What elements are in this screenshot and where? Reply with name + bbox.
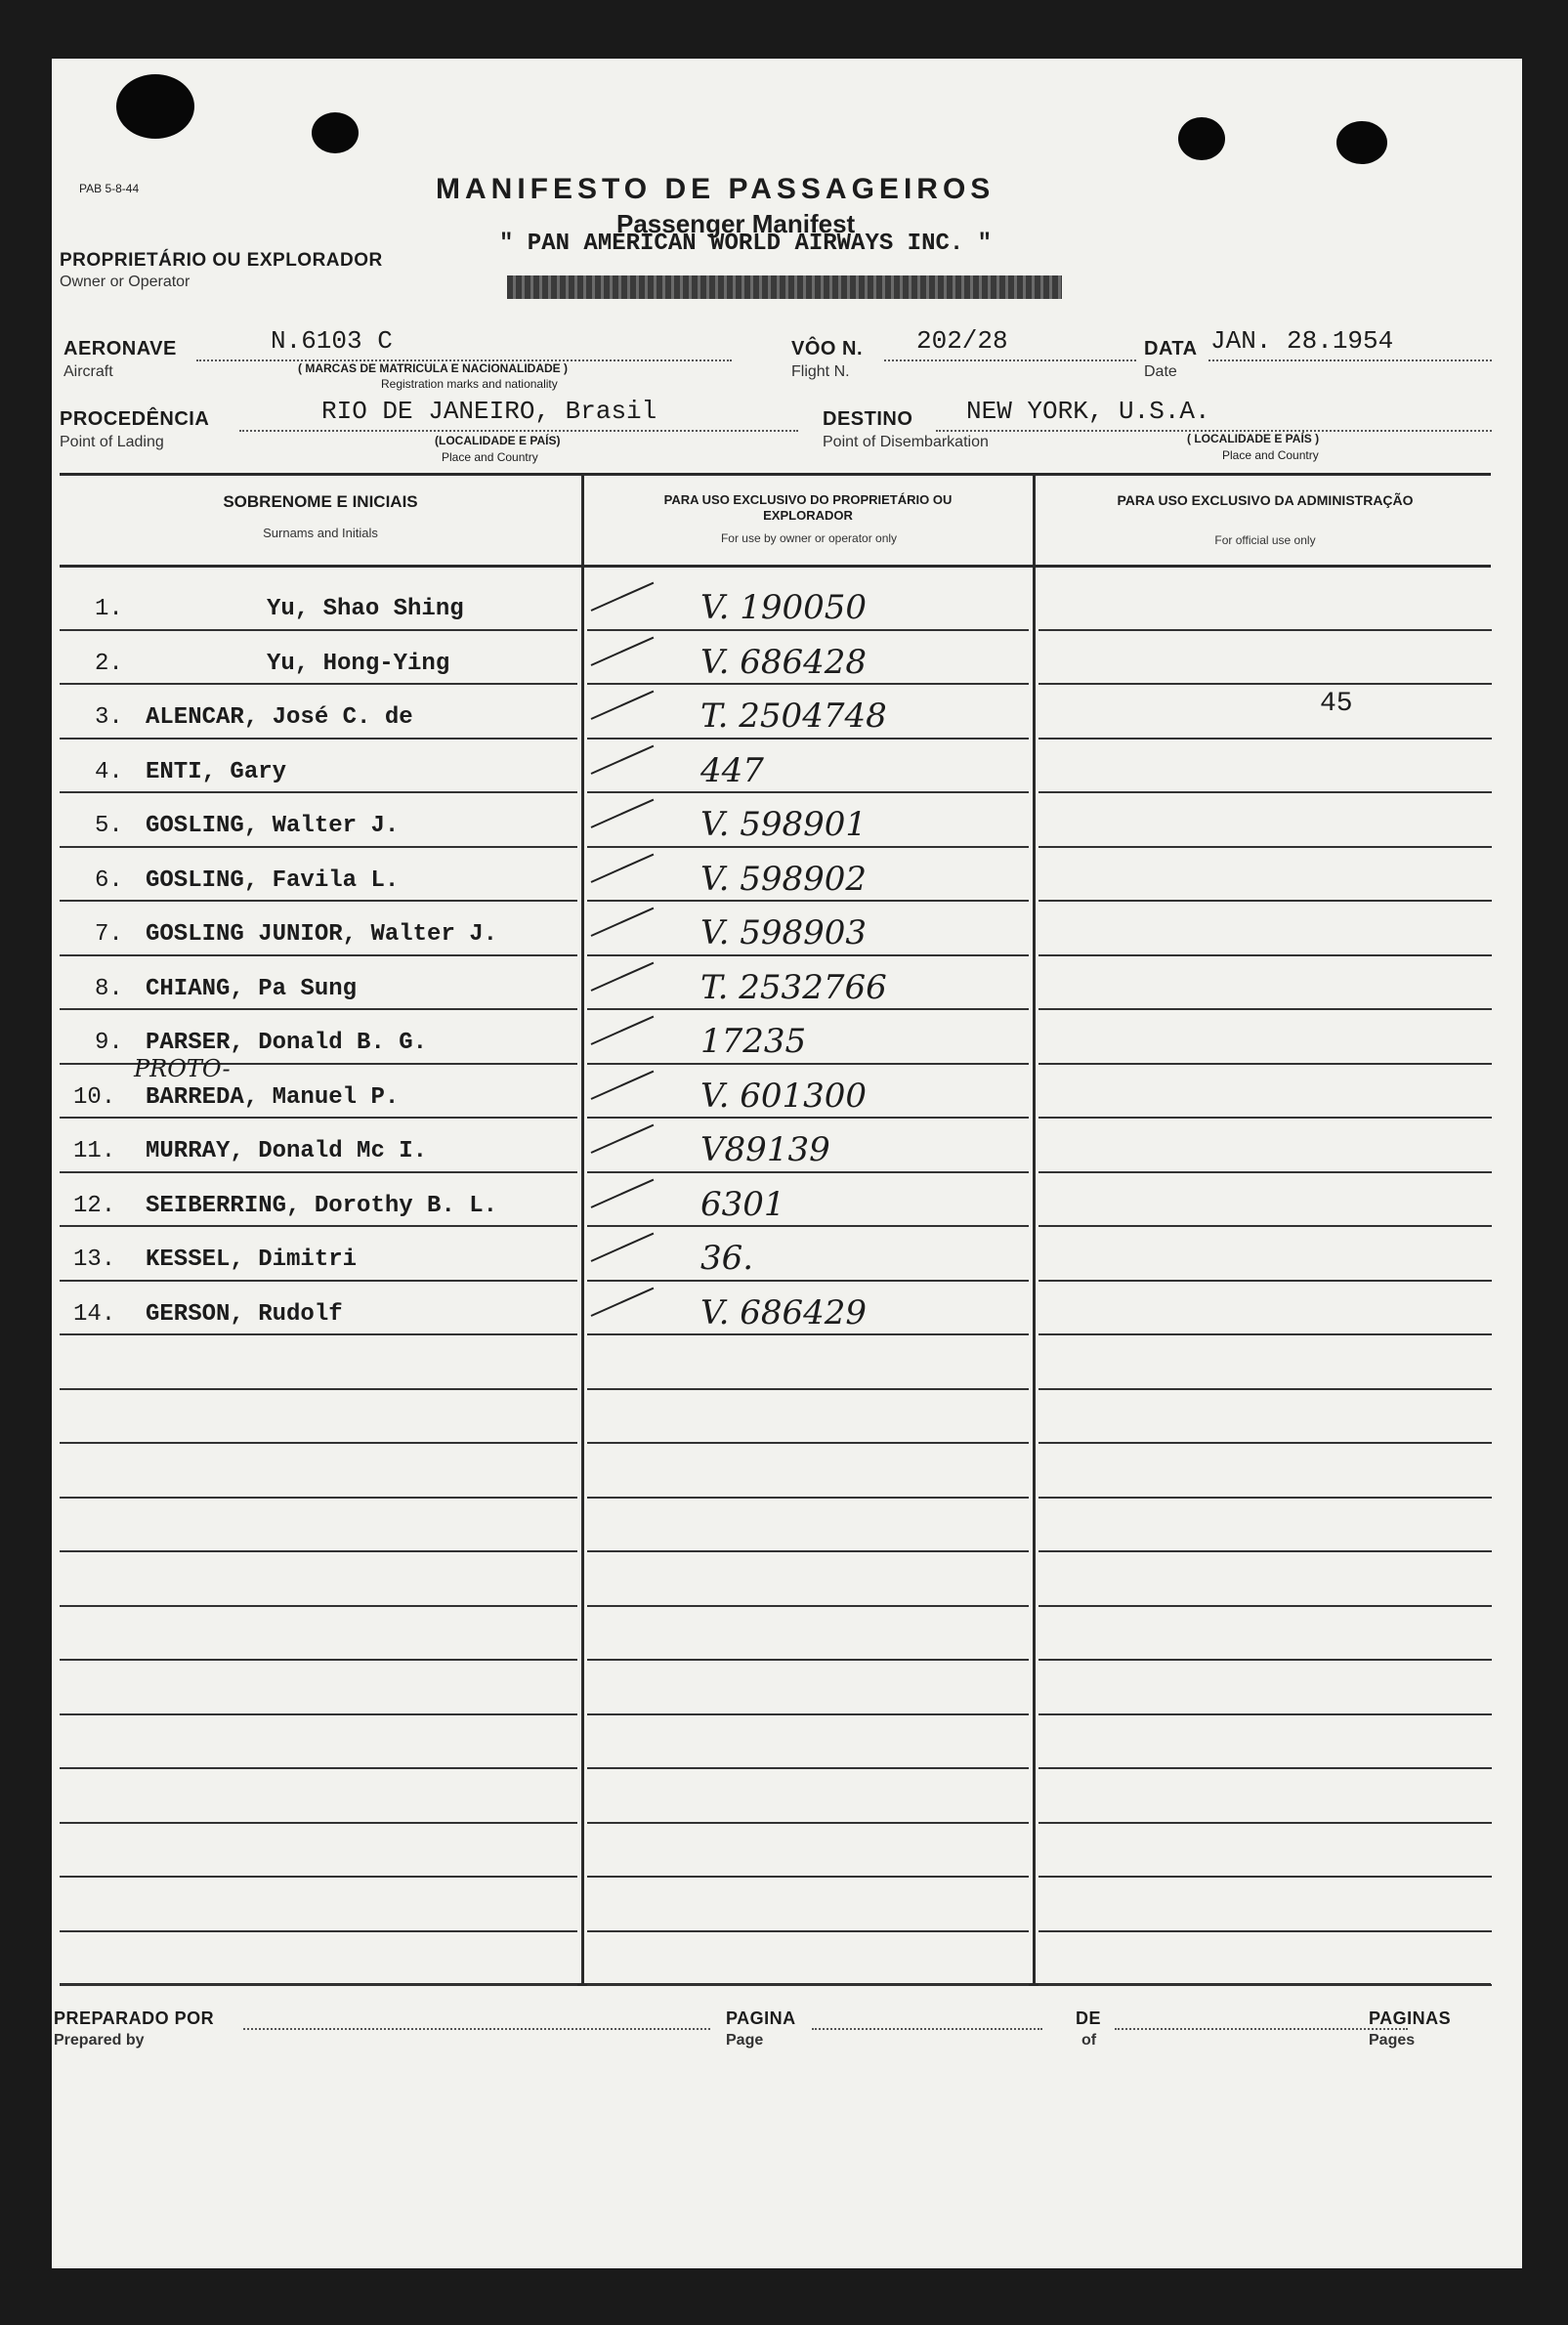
row-divider: [60, 1171, 577, 1173]
flight-label: VÔO N.: [791, 338, 864, 359]
passenger-name: GOSLING, Walter J.: [146, 813, 400, 839]
owner-label: PROPRIETÁRIO OU EXPLORADOR: [60, 250, 383, 271]
passenger-number: 5.: [95, 813, 123, 839]
row-divider: [587, 1767, 1029, 1769]
origin-label: PROCEDÊNCIA: [60, 408, 210, 430]
page-line: [812, 2028, 1042, 2030]
prepared-label-en: Prepared by: [54, 2032, 145, 2049]
row-divider: [60, 791, 577, 793]
row-divider: [60, 1550, 577, 1552]
row-divider: [60, 1713, 577, 1715]
check-mark: [591, 691, 655, 720]
check-mark: [591, 1178, 655, 1207]
row-divider: [1038, 1984, 1492, 1986]
prepared-line: [243, 2028, 710, 2030]
check-mark: [591, 908, 655, 937]
row-divider: [60, 1876, 577, 1878]
owner-code: V. 598902: [700, 859, 868, 899]
row-divider: [587, 1333, 1029, 1335]
owner-code: V89139: [700, 1130, 830, 1169]
admin-note: 45: [1320, 689, 1353, 719]
row-divider: [587, 1117, 1029, 1119]
check-mark: [591, 636, 655, 665]
row-divider: [587, 1822, 1029, 1824]
owner-code: 447: [700, 750, 764, 790]
row-divider: [1038, 791, 1492, 793]
row-divider: [60, 1280, 577, 1282]
row-divider: [1038, 846, 1492, 848]
row-divider: [587, 1388, 1029, 1390]
row-divider: [1038, 1008, 1492, 1010]
check-mark: [591, 1016, 655, 1045]
passenger-number: 6.: [95, 867, 123, 894]
company-name: " PAN AMERICAN WORLD AIRWAYS INC. ": [499, 231, 993, 257]
pages-label: PAGINAS: [1369, 2008, 1452, 2028]
origin-caption-en: Place and Country: [442, 450, 538, 464]
table-top-line: [60, 473, 1491, 476]
row-divider: [1038, 1442, 1492, 1444]
origin-line: [239, 430, 798, 432]
check-mark: [591, 799, 655, 828]
row-divider: [60, 629, 577, 631]
row-divider: [60, 1767, 577, 1769]
punch-hole: [116, 74, 194, 139]
row-divider: [1038, 900, 1492, 902]
passenger-name: SEIBERRING, Dorothy B. L.: [146, 1192, 498, 1219]
row-divider: [587, 954, 1029, 956]
row-divider: [587, 683, 1029, 685]
pages-line: [1115, 2028, 1408, 2030]
check-mark: [591, 1124, 655, 1154]
row-divider: [60, 1930, 577, 1932]
check-mark: [591, 582, 655, 612]
of-label: DE: [1076, 2008, 1102, 2028]
date-label-en: Date: [1144, 363, 1177, 380]
check-mark: [591, 744, 655, 774]
check-mark: [591, 1287, 655, 1316]
row-divider: [1038, 1550, 1492, 1552]
page-label-en: Page: [726, 2032, 764, 2049]
row-divider: [587, 629, 1029, 631]
row-divider: [60, 1225, 577, 1227]
passenger-number: 14.: [73, 1300, 116, 1328]
page-title: MANIFESTO DE PASSAGEIROS: [436, 173, 996, 205]
passenger-name: KESSEL, Dimitri: [146, 1247, 358, 1273]
passenger-number: 3.: [95, 704, 123, 731]
passenger-name: GOSLING, Favila L.: [146, 867, 400, 894]
page-subtitle: Passenger Manifest: [616, 209, 856, 238]
row-divider: [60, 1605, 577, 1607]
passenger-name: BARREDA, Manuel P.: [146, 1083, 400, 1111]
row-divider: [1038, 1171, 1492, 1173]
row-divider: [60, 846, 577, 848]
row-divider: [1038, 1876, 1492, 1878]
aircraft-label: AERONAVE: [64, 338, 177, 359]
row-divider: [587, 738, 1029, 740]
table-header-bottom-line: [60, 565, 1491, 568]
row-divider: [1038, 1117, 1492, 1119]
passenger-number: 12.: [73, 1192, 116, 1219]
flight-value: 202/28: [916, 326, 1008, 356]
row-divider: [1038, 1822, 1492, 1824]
form-code: PAB 5-8-44: [79, 182, 140, 195]
owner-code: V. 598901: [700, 805, 868, 844]
row-divider: [587, 1984, 1029, 1986]
origin-value: RIO DE JANEIRO, Brasil: [321, 397, 657, 426]
row-divider: [60, 900, 577, 902]
row-divider: [60, 954, 577, 956]
row-divider: [1038, 1225, 1492, 1227]
column-header-names: SOBRENOME E INICIAIS: [223, 492, 418, 511]
row-divider: [587, 1550, 1029, 1552]
flight-label-en: Flight N.: [791, 363, 850, 380]
owner-code: V. 190050: [700, 588, 868, 627]
owner-code: V. 601300: [700, 1076, 868, 1116]
row-divider: [60, 683, 577, 685]
column-header-owner: PARA USO EXCLUSIVO DO PROPRIETÁRIO OU EXPLORADOR: [663, 492, 953, 523]
passenger-name: Yu, Hong-Ying: [267, 650, 450, 677]
passenger-name: Yu, Shao Shing: [267, 596, 464, 622]
row-divider: [1038, 1333, 1492, 1335]
owner-code: V. 686428: [700, 642, 868, 682]
date-line: [1208, 359, 1492, 361]
row-divider: [1038, 954, 1492, 956]
row-divider: [587, 1008, 1029, 1010]
passenger-name: GERSON, Rudolf: [146, 1300, 343, 1328]
row-divider: [60, 1388, 577, 1390]
passenger-number: 4.: [95, 758, 123, 785]
row-divider: [587, 1063, 1029, 1065]
row-divider: [587, 1497, 1029, 1499]
row-divider: [60, 738, 577, 740]
row-divider: [587, 846, 1029, 848]
owner-code: 36.: [700, 1239, 754, 1278]
passenger-number: 2.: [95, 650, 123, 677]
dest-value: NEW YORK, U.S.A.: [966, 397, 1210, 426]
date-label: DATA: [1144, 338, 1198, 359]
row-divider: [1038, 1280, 1492, 1282]
date-value: JAN. 28.1954: [1210, 326, 1394, 356]
check-mark: [591, 1233, 655, 1262]
row-divider: [1038, 1767, 1492, 1769]
passenger-name: CHIANG, Pa Sung: [146, 975, 358, 1002]
column-divider: [1033, 475, 1036, 1984]
passenger-number: 9.: [95, 1030, 123, 1056]
passenger-note: PROTO-: [134, 1054, 231, 1082]
row-divider: [587, 1930, 1029, 1932]
passenger-number: 1.: [95, 596, 123, 622]
punch-hole: [1336, 121, 1387, 164]
passenger-number: 7.: [95, 921, 123, 948]
row-divider: [60, 1442, 577, 1444]
passenger-name: ENTI, Gary: [146, 758, 287, 785]
owner-code: 6301: [700, 1184, 785, 1224]
passenger-number: 8.: [95, 975, 123, 1002]
punch-hole: [312, 112, 359, 153]
dest-caption: ( LOCALIDADE E PAÍS ): [1187, 432, 1320, 445]
dest-label-en: Point of Disembarkation: [823, 434, 989, 450]
row-divider: [587, 1171, 1029, 1173]
row-divider: [1038, 738, 1492, 740]
owner-code: V. 686429: [700, 1292, 868, 1332]
registration-caption: ( MARCAS DE MATRICULA E NACIONALIDADE ): [298, 361, 568, 375]
row-divider: [1038, 683, 1492, 685]
owner-label-en: Owner or Operator: [60, 274, 191, 290]
row-divider: [1038, 1659, 1492, 1661]
row-divider: [587, 1713, 1029, 1715]
dest-caption-en: Place and Country: [1222, 448, 1319, 462]
passenger-name: ALENCAR, José C. de: [146, 704, 413, 731]
column-header-owner-en: For use by owner or operator only: [720, 531, 898, 545]
row-divider: [60, 1117, 577, 1119]
aircraft-label-en: Aircraft: [64, 363, 113, 380]
prepared-label: PREPARADO POR: [54, 2008, 215, 2028]
row-divider: [1038, 1930, 1492, 1932]
row-divider: [1038, 1713, 1492, 1715]
column-header-admin-en: For official use only: [1214, 533, 1316, 547]
origin-label-en: Point of Lading: [60, 434, 164, 450]
column-divider: [581, 475, 584, 1984]
check-mark: [591, 853, 655, 882]
row-divider: [587, 900, 1029, 902]
page-label: PAGINA: [726, 2008, 796, 2028]
row-divider: [60, 1008, 577, 1010]
passenger-name: MURRAY, Donald Mc I.: [146, 1138, 428, 1164]
passenger-name: GOSLING JUNIOR, Walter J.: [146, 921, 498, 948]
row-divider: [60, 1822, 577, 1824]
dest-label: DESTINO: [823, 408, 913, 430]
row-divider: [587, 1225, 1029, 1227]
passenger-number: 11.: [73, 1138, 116, 1164]
column-header-names-en: Surnams and Initials: [263, 526, 378, 540]
aircraft-value: N.6103 C: [271, 326, 393, 356]
check-mark: [591, 1070, 655, 1099]
row-divider: [1038, 629, 1492, 631]
row-divider: [60, 1659, 577, 1661]
manifest-sheet: [52, 59, 1522, 2268]
column-header-admin: PARA USO EXCLUSIVO DA ADMINISTRAÇÃO: [1117, 492, 1414, 508]
row-divider: [1038, 1063, 1492, 1065]
row-divider: [60, 1984, 577, 1986]
owner-code: T. 2532766: [700, 967, 887, 1007]
row-divider: [587, 1442, 1029, 1444]
row-divider: [587, 791, 1029, 793]
punch-hole: [1178, 117, 1225, 160]
redacted-bar: [507, 275, 1062, 299]
check-mark: [591, 961, 655, 991]
row-divider: [1038, 1388, 1492, 1390]
of-label-en: of: [1081, 2032, 1097, 2049]
row-divider: [587, 1280, 1029, 1282]
passenger-number: 13.: [73, 1247, 116, 1273]
passenger-name: PARSER, Donald B. G.: [146, 1030, 428, 1056]
flight-line: [884, 359, 1136, 361]
passenger-number: 10.: [73, 1083, 116, 1111]
registration-caption-en: Registration marks and nationality: [381, 377, 558, 391]
row-divider: [60, 1497, 577, 1499]
row-divider: [60, 1333, 577, 1335]
row-divider: [587, 1659, 1029, 1661]
row-divider: [1038, 1497, 1492, 1499]
pages-label-en: Pages: [1369, 2032, 1416, 2049]
owner-code: V. 598903: [700, 913, 868, 952]
row-divider: [1038, 1605, 1492, 1607]
owner-code: 17235: [700, 1022, 807, 1061]
owner-code: T. 2504748: [700, 697, 887, 736]
row-divider: [587, 1876, 1029, 1878]
origin-caption: (LOCALIDADE E PAÍS): [435, 434, 561, 447]
row-divider: [587, 1605, 1029, 1607]
